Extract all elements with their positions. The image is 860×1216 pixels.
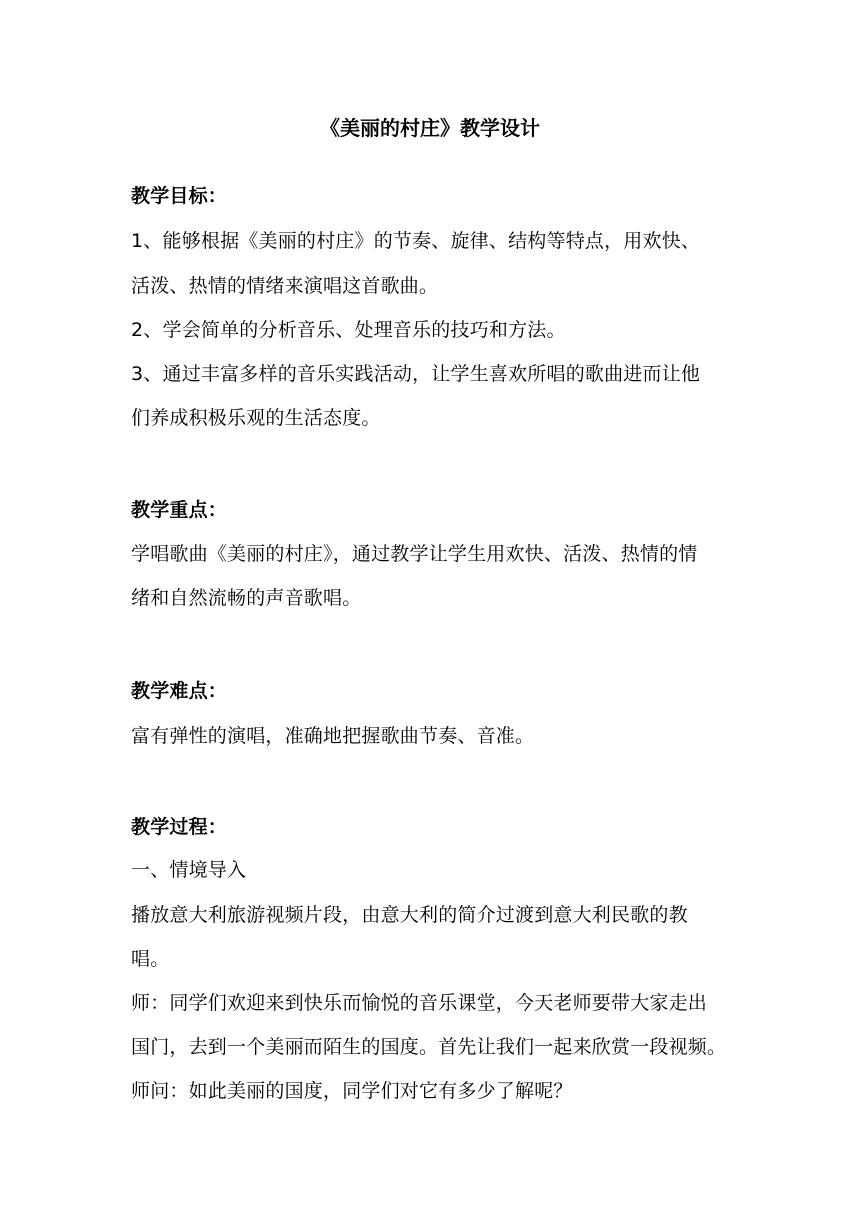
key-points-heading: 教学重点： — [131, 499, 228, 521]
objectives-heading: 教学目标： — [131, 185, 228, 207]
process-step-1: 一、情境导入 — [131, 859, 247, 881]
process-paragraph-2-line-1: 师：同学们欢迎来到快乐而愉悦的音乐课堂，今天老师要带大家走出 — [131, 992, 708, 1014]
difficulties-heading: 教学难点： — [131, 680, 228, 702]
objective-3-line-1: 3、通过丰富多样的音乐实践活动，让学生喜欢所唱的歌曲进而让他 — [131, 363, 701, 385]
process-paragraph-1-line-2: 唱。 — [131, 948, 170, 970]
process-paragraph-3-line-1: 师问：如此美丽的国度，同学们对它有多少了解呢？ — [131, 1080, 573, 1102]
process-heading: 教学过程： — [131, 816, 228, 838]
objective-2: 2、学会简单的分析音乐、处理音乐的技巧和方法。 — [131, 319, 566, 341]
objective-1-line-1: 1、能够根据《美丽的村庄》的节奏、旋律、结构等特点，用欢快、 — [131, 230, 701, 252]
document-title: 《美丽的村庄》教学设计 — [320, 116, 540, 140]
key-points-line-1: 学唱歌曲《美丽的村庄》，通过教学让学生用欢快、活泼、热情的情 — [131, 543, 698, 565]
objective-3-line-2: 们养成积极乐观的生活态度。 — [131, 407, 381, 429]
objective-1-line-2: 活泼、热情的情绪来演唱这首歌曲。 — [131, 275, 439, 297]
process-paragraph-1-line-1: 播放意大利旅游视频片段，由意大利的简介过渡到意大利民歌的教 — [131, 904, 688, 926]
process-paragraph-2-line-2: 国门，去到一个美丽而陌生的国度。首先让我们一起来欣赏一段视频。 — [131, 1036, 727, 1058]
key-points-line-2: 绪和自然流畅的声音歌唱。 — [131, 587, 362, 609]
difficulties-line-1: 富有弹性的演唱，准确地把握歌曲节奏、音准。 — [131, 725, 535, 747]
